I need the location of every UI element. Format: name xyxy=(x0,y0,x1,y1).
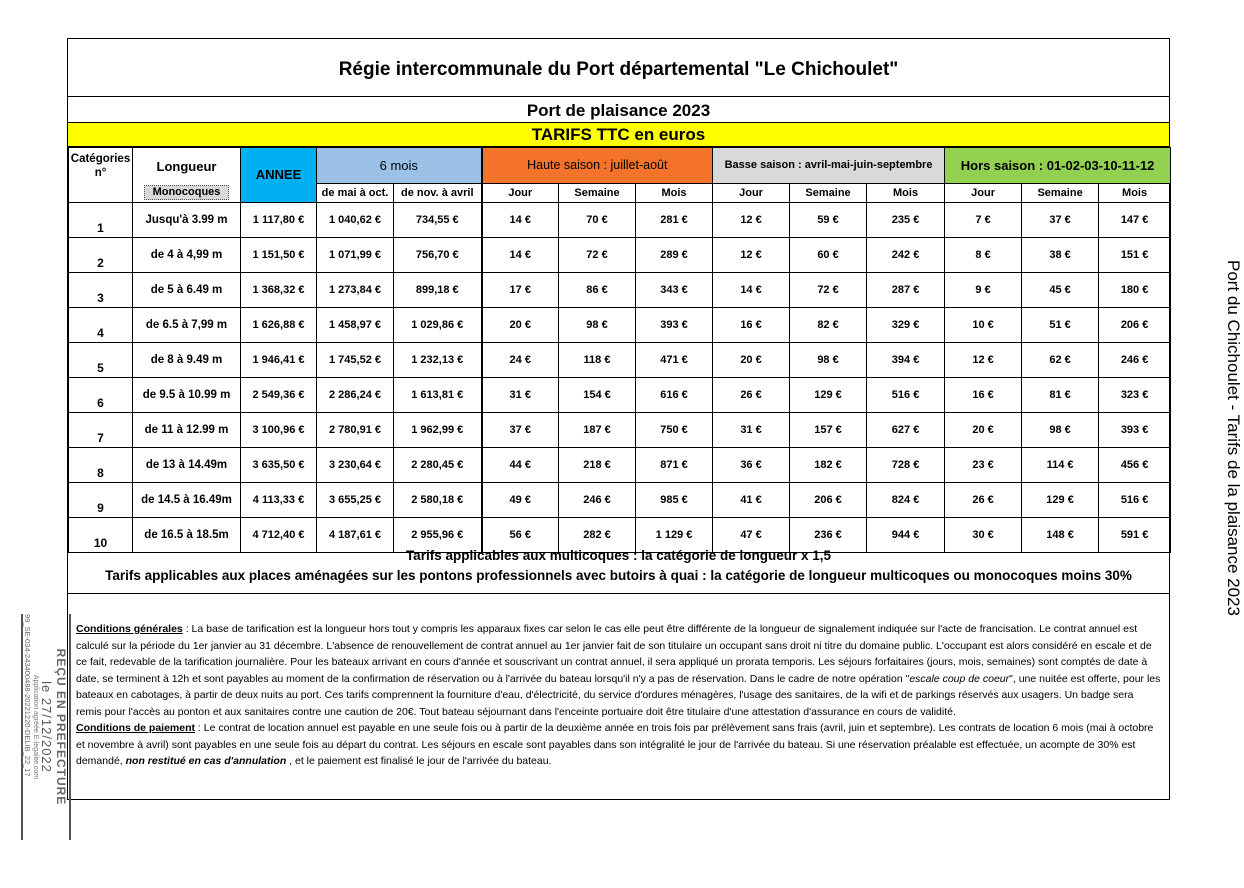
cell-categorie: 6 xyxy=(69,377,133,412)
cell-six-mois-nov-avr: 1 232,13 € xyxy=(394,342,482,377)
table-row xyxy=(69,272,1171,307)
cell-basse-semaine: 236 € xyxy=(790,517,867,552)
cell-six-mois-mai-oct: 3 655,25 € xyxy=(317,482,394,517)
cell-basse-semaine: 72 € xyxy=(790,272,867,307)
cell-six-mois-nov-avr: 899,18 € xyxy=(394,272,482,307)
cell-haute-jour: 49 € xyxy=(482,482,559,517)
cell-longueur: de 11 à 12.99 m xyxy=(133,412,241,447)
cell-haute-semaine: 86 € xyxy=(559,272,636,307)
cell-annee: 2 549,36 € xyxy=(241,377,317,412)
cell-haute-mois: 471 € xyxy=(636,342,713,377)
cell-annee: 1 626,88 € xyxy=(241,307,317,342)
stamp-application: Application agréée E-legalite.com xyxy=(32,674,39,780)
cell-hors-semaine: 114 € xyxy=(1022,447,1099,482)
cell-hors-mois: 206 € xyxy=(1099,307,1171,342)
conditions-generales xyxy=(76,621,1161,720)
cell-basse-mois: 287 € xyxy=(867,272,945,307)
header-six-mois-nov-avr: de nov. à avril xyxy=(394,183,482,202)
cell-hors-jour: 26 € xyxy=(945,482,1022,517)
cell-basse-mois: 516 € xyxy=(867,377,945,412)
cell-hors-jour: 20 € xyxy=(945,412,1022,447)
cell-six-mois-mai-oct: 1 458,97 € xyxy=(317,307,394,342)
cell-hors-mois: 393 € xyxy=(1099,412,1171,447)
cell-basse-jour: 14 € xyxy=(713,272,790,307)
cell-categorie: 9 xyxy=(69,482,133,517)
cell-categorie: 10 xyxy=(69,517,133,552)
cell-hors-mois: 246 € xyxy=(1099,342,1171,377)
cell-annee: 1 151,50 € xyxy=(241,237,317,272)
cell-basse-semaine: 60 € xyxy=(790,237,867,272)
cell-six-mois-nov-avr: 2 955,96 € xyxy=(394,517,482,552)
header-longueur: Longueur xyxy=(133,148,241,184)
table-row xyxy=(69,307,1171,342)
conditions-generales-text-1: : La base de tarification est la longueur hors tout y compris les apparaux fixes car selon le cas elle peut être différente de la longueur de signalement indiquée sur l'acte de francisation. Le contrat annuel est calculé sur la période du 1er janvier au 31 décembre. L'absence de renouvellement de contrat annuel au 1er janvier fait de son titulaire un occupant sans droit ni titre du domaine public. L'occupant est alors considéré en escale et de ce fait, redevable de la tarification journalière. Pour les bateaux arrivant en cours d'année et souscrivant un contrat annuel, il sera appliqué un prorata temporis. Les séjours forfaitaires (jours, mois, semaines) sont comptés de date à date, se terminent à 12h et sont payables au moment de la confirmation de réservation ou à l'arrivée du bateau lorsqu'il n'y a pas de réservation. Dans le cadre de notre opération " xyxy=(76,623,1152,685)
cell-haute-mois: 281 € xyxy=(636,202,713,237)
side-caption xyxy=(1222,218,1244,658)
cell-annee: 3 635,50 € xyxy=(241,447,317,482)
cell-six-mois-nov-avr: 2 280,45 € xyxy=(394,447,482,482)
cell-hors-mois: 151 € xyxy=(1099,237,1171,272)
cell-basse-semaine: 59 € xyxy=(790,202,867,237)
header-categories: Catégories n° xyxy=(69,148,133,184)
cell-hors-mois: 591 € xyxy=(1099,517,1171,552)
cell-haute-mois: 750 € xyxy=(636,412,713,447)
cell-annee: 3 100,96 € xyxy=(241,412,317,447)
cell-annee: 1 368,32 € xyxy=(241,272,317,307)
cell-categorie: 8 xyxy=(69,447,133,482)
table-row xyxy=(69,412,1171,447)
cell-six-mois-mai-oct: 2 286,24 € xyxy=(317,377,394,412)
cell-haute-semaine: 218 € xyxy=(559,447,636,482)
cell-hors-jour: 30 € xyxy=(945,517,1022,552)
cell-basse-jour: 12 € xyxy=(713,237,790,272)
cell-six-mois-nov-avr: 734,55 € xyxy=(394,202,482,237)
document-subtitle: Port de plaisance 2023 xyxy=(68,97,1169,123)
cell-categorie: 3 xyxy=(69,272,133,307)
header-categories-blank xyxy=(69,183,133,202)
table-row xyxy=(69,377,1171,412)
cell-six-mois-mai-oct: 1 040,62 € xyxy=(317,202,394,237)
cell-six-mois-nov-avr: 1 962,99 € xyxy=(394,412,482,447)
cell-basse-mois: 329 € xyxy=(867,307,945,342)
cell-hors-semaine: 38 € xyxy=(1022,237,1099,272)
cell-basse-semaine: 82 € xyxy=(790,307,867,342)
cell-basse-jour: 31 € xyxy=(713,412,790,447)
cell-longueur: de 13 à 14.49m xyxy=(133,447,241,482)
tariff-document xyxy=(67,38,1170,800)
cell-hors-jour: 9 € xyxy=(945,272,1022,307)
stamp-date: le 27/12/2022 xyxy=(39,681,54,773)
conditions-generales-text-2: ", une nuitée est offerte, pour les bateaux en cabotages, à partir de deux nuits au port. Ces tarifs comprennent la fourniture d'eau, d'électricité, du service d'ordures ménagères, l'usage des sanitaires, de la wifi et de parkings réservés aux usagers. Un badge sera remis pour l'accès au ponton et aux sanitaires contre une caution de 20€. Tout bateau séjournant dans l'enceinte portuaire doit être titulaire d'une attestation d'assurance en cours de validité. xyxy=(76,672,1161,718)
note-multicoques: Tarifs applicables aux multicoques : la catégorie de longueur x 1,5 xyxy=(405,548,832,563)
header-haute-semaine: Semaine xyxy=(559,183,636,202)
cell-six-mois-mai-oct: 1 273,84 € xyxy=(317,272,394,307)
cell-haute-mois: 343 € xyxy=(636,272,713,307)
cell-hors-mois: 456 € xyxy=(1099,447,1171,482)
cell-hors-semaine: 51 € xyxy=(1022,307,1099,342)
table-row xyxy=(69,482,1171,517)
cell-six-mois-nov-avr: 1 613,81 € xyxy=(394,377,482,412)
cell-basse-semaine: 157 € xyxy=(790,412,867,447)
cell-basse-semaine: 206 € xyxy=(790,482,867,517)
cell-basse-mois: 627 € xyxy=(867,412,945,447)
cell-categorie: 2 xyxy=(69,237,133,272)
cell-basse-semaine: 129 € xyxy=(790,377,867,412)
cell-six-mois-mai-oct: 3 230,64 € xyxy=(317,447,394,482)
cell-categorie: 1 xyxy=(69,202,133,237)
conditions-generales-label: Conditions générales xyxy=(76,623,183,635)
cell-haute-jour: 37 € xyxy=(482,412,559,447)
cell-haute-jour: 44 € xyxy=(482,447,559,482)
cell-annee: 1 946,41 € xyxy=(241,342,317,377)
cell-annee: 4 113,33 € xyxy=(241,482,317,517)
table-row xyxy=(69,237,1171,272)
header-haute-jour: Jour xyxy=(482,183,559,202)
header-hors-mois: Mois xyxy=(1099,183,1171,202)
cell-haute-semaine: 154 € xyxy=(559,377,636,412)
header-six-mois: 6 mois xyxy=(317,148,482,184)
cell-categorie: 5 xyxy=(69,342,133,377)
side-caption-text: Port du Chichoulet - Tarifs de la plaisance 2023 xyxy=(1224,260,1243,616)
header-hors-semaine: Semaine xyxy=(1022,183,1099,202)
cell-hors-jour: 16 € xyxy=(945,377,1022,412)
cell-haute-semaine: 70 € xyxy=(559,202,636,237)
cell-haute-mois: 289 € xyxy=(636,237,713,272)
cell-haute-semaine: 282 € xyxy=(559,517,636,552)
cell-haute-jour: 56 € xyxy=(482,517,559,552)
cell-six-mois-nov-avr: 2 580,18 € xyxy=(394,482,482,517)
tariff-rows xyxy=(69,202,1171,552)
cell-hors-semaine: 62 € xyxy=(1022,342,1099,377)
cell-haute-mois: 616 € xyxy=(636,377,713,412)
multicoques-notes xyxy=(68,534,1169,594)
header-hors-saison: Hors saison : 01-02-03-10-11-12 xyxy=(945,148,1171,184)
cell-hors-semaine: 45 € xyxy=(1022,272,1099,307)
cell-haute-mois: 1 129 € xyxy=(636,517,713,552)
cell-haute-semaine: 118 € xyxy=(559,342,636,377)
cell-longueur: de 8 à 9.49 m xyxy=(133,342,241,377)
cell-hors-mois: 180 € xyxy=(1099,272,1171,307)
cell-hors-mois: 323 € xyxy=(1099,377,1171,412)
conditions-generales-italic: escale coup de coeur xyxy=(909,672,1010,685)
header-basse-jour: Jour xyxy=(713,183,790,202)
conditions-paiement-text-1: : Le contrat de location annuel est payable en une seule fois ou à partir de la deuxième année en trois fois par prélèvement sans frais (avril, juin et septembre). Les contrats de location 6 mois (mai à octobre et novembre à avril) sont payables en une seule fois au départ du contrat. Les séjours en escale sont payables dans son intégralité le jour de l'arrivée du bateau. Si une réservation préalable est effectuée, un acompte de 30% est demandé, xyxy=(76,722,1154,767)
cell-hors-jour: 10 € xyxy=(945,307,1022,342)
table-row xyxy=(69,342,1171,377)
cell-hors-semaine: 148 € xyxy=(1022,517,1099,552)
cell-haute-jour: 31 € xyxy=(482,377,559,412)
cell-haute-semaine: 72 € xyxy=(559,237,636,272)
cell-basse-jour: 20 € xyxy=(713,342,790,377)
cell-haute-jour: 17 € xyxy=(482,272,559,307)
cell-longueur: Jusqu'à 3.99 m xyxy=(133,202,241,237)
cell-haute-mois: 871 € xyxy=(636,447,713,482)
cell-annee: 1 117,80 € xyxy=(241,202,317,237)
cell-basse-semaine: 98 € xyxy=(790,342,867,377)
cell-hors-semaine: 98 € xyxy=(1022,412,1099,447)
monocoques-label: Monocoques xyxy=(144,185,230,200)
cell-hors-jour: 12 € xyxy=(945,342,1022,377)
cell-haute-mois: 985 € xyxy=(636,482,713,517)
cell-longueur: de 4 à 4,99 m xyxy=(133,237,241,272)
conditions-paiement xyxy=(76,720,1161,770)
cell-basse-mois: 728 € xyxy=(867,447,945,482)
header-hors-jour: Jour xyxy=(945,183,1022,202)
cell-hors-mois: 147 € xyxy=(1099,202,1171,237)
cell-hors-semaine: 37 € xyxy=(1022,202,1099,237)
conditions-text xyxy=(76,621,1161,770)
cell-basse-mois: 824 € xyxy=(867,482,945,517)
cell-basse-semaine: 182 € xyxy=(790,447,867,482)
header-basse-semaine: Semaine xyxy=(790,183,867,202)
prefecture-stamp xyxy=(6,612,86,842)
cell-hors-jour: 8 € xyxy=(945,237,1022,272)
cell-hors-semaine: 129 € xyxy=(1022,482,1099,517)
cell-haute-jour: 14 € xyxy=(482,202,559,237)
cell-haute-mois: 393 € xyxy=(636,307,713,342)
cell-basse-jour: 16 € xyxy=(713,307,790,342)
cell-haute-jour: 24 € xyxy=(482,342,559,377)
cell-longueur: de 5 à 6.49 m xyxy=(133,272,241,307)
stamp-reference: 99_SE-034-243400488-20221220-DELIB_22_17 xyxy=(21,614,32,840)
tarifs-banner: TARIFS TTC en euros xyxy=(68,123,1169,147)
header-haute-mois: Mois xyxy=(636,183,713,202)
conditions-paiement-label: Conditions de paiement xyxy=(76,722,196,734)
table-row xyxy=(69,447,1171,482)
document-title: Régie intercommunale du Port départemental "Le Chichoulet" xyxy=(68,39,1169,97)
cell-basse-jour: 36 € xyxy=(713,447,790,482)
tariff-table xyxy=(68,147,1171,553)
cell-basse-jour: 47 € xyxy=(713,517,790,552)
cell-basse-mois: 242 € xyxy=(867,237,945,272)
cell-haute-semaine: 98 € xyxy=(559,307,636,342)
cell-longueur: de 14.5 à 16.49m xyxy=(133,482,241,517)
cell-longueur: de 6.5 à 7,99 m xyxy=(133,307,241,342)
header-annee: ANNEE xyxy=(241,148,317,203)
cell-basse-mois: 394 € xyxy=(867,342,945,377)
cell-hors-semaine: 81 € xyxy=(1022,377,1099,412)
cell-basse-jour: 26 € xyxy=(713,377,790,412)
cell-haute-jour: 14 € xyxy=(482,237,559,272)
cell-six-mois-nov-avr: 756,70 € xyxy=(394,237,482,272)
cell-hors-mois: 516 € xyxy=(1099,482,1171,517)
cell-haute-jour: 20 € xyxy=(482,307,559,342)
cell-six-mois-nov-avr: 1 029,86 € xyxy=(394,307,482,342)
cell-haute-semaine: 246 € xyxy=(559,482,636,517)
cell-categorie: 4 xyxy=(69,307,133,342)
cell-six-mois-mai-oct: 1 071,99 € xyxy=(317,237,394,272)
cell-hors-jour: 7 € xyxy=(945,202,1022,237)
cell-longueur: de 9.5 à 10.99 m xyxy=(133,377,241,412)
cell-categorie: 7 xyxy=(69,412,133,447)
cell-six-mois-mai-oct: 4 187,61 € xyxy=(317,517,394,552)
header-six-mois-mai-oct: de mai à oct. xyxy=(317,183,394,202)
cell-hors-jour: 23 € xyxy=(945,447,1022,482)
cell-basse-jour: 41 € xyxy=(713,482,790,517)
note-pontons: Tarifs applicables aux places aménagées sur les pontons professionnels avec butoirs à quai : la catégorie de longueur multicoques ou monocoques moins 30% xyxy=(105,568,1132,583)
conditions-paiement-text-2: , et le paiement est finalisé le jour de l'arrivée du bateau. xyxy=(286,755,552,767)
cell-basse-mois: 235 € xyxy=(867,202,945,237)
cell-longueur: de 16.5 à 18.5m xyxy=(133,517,241,552)
stamp-received: REÇU EN PREFECTURE xyxy=(54,614,71,840)
cell-annee: 4 712,40 € xyxy=(241,517,317,552)
cell-six-mois-mai-oct: 2 780,91 € xyxy=(317,412,394,447)
header-basse-saison: Basse saison : avril-mai-juin-septembre xyxy=(713,148,945,184)
header-haute-saison: Haute saison : juillet-août xyxy=(482,148,713,184)
cell-haute-semaine: 187 € xyxy=(559,412,636,447)
cell-basse-jour: 12 € xyxy=(713,202,790,237)
table-row xyxy=(69,202,1171,237)
cell-six-mois-mai-oct: 1 745,52 € xyxy=(317,342,394,377)
conditions-paiement-bold-italic: non restitué en cas d'annulation xyxy=(125,755,287,767)
cell-basse-mois: 944 € xyxy=(867,517,945,552)
header-monocoques xyxy=(133,183,241,202)
header-basse-mois: Mois xyxy=(867,183,945,202)
